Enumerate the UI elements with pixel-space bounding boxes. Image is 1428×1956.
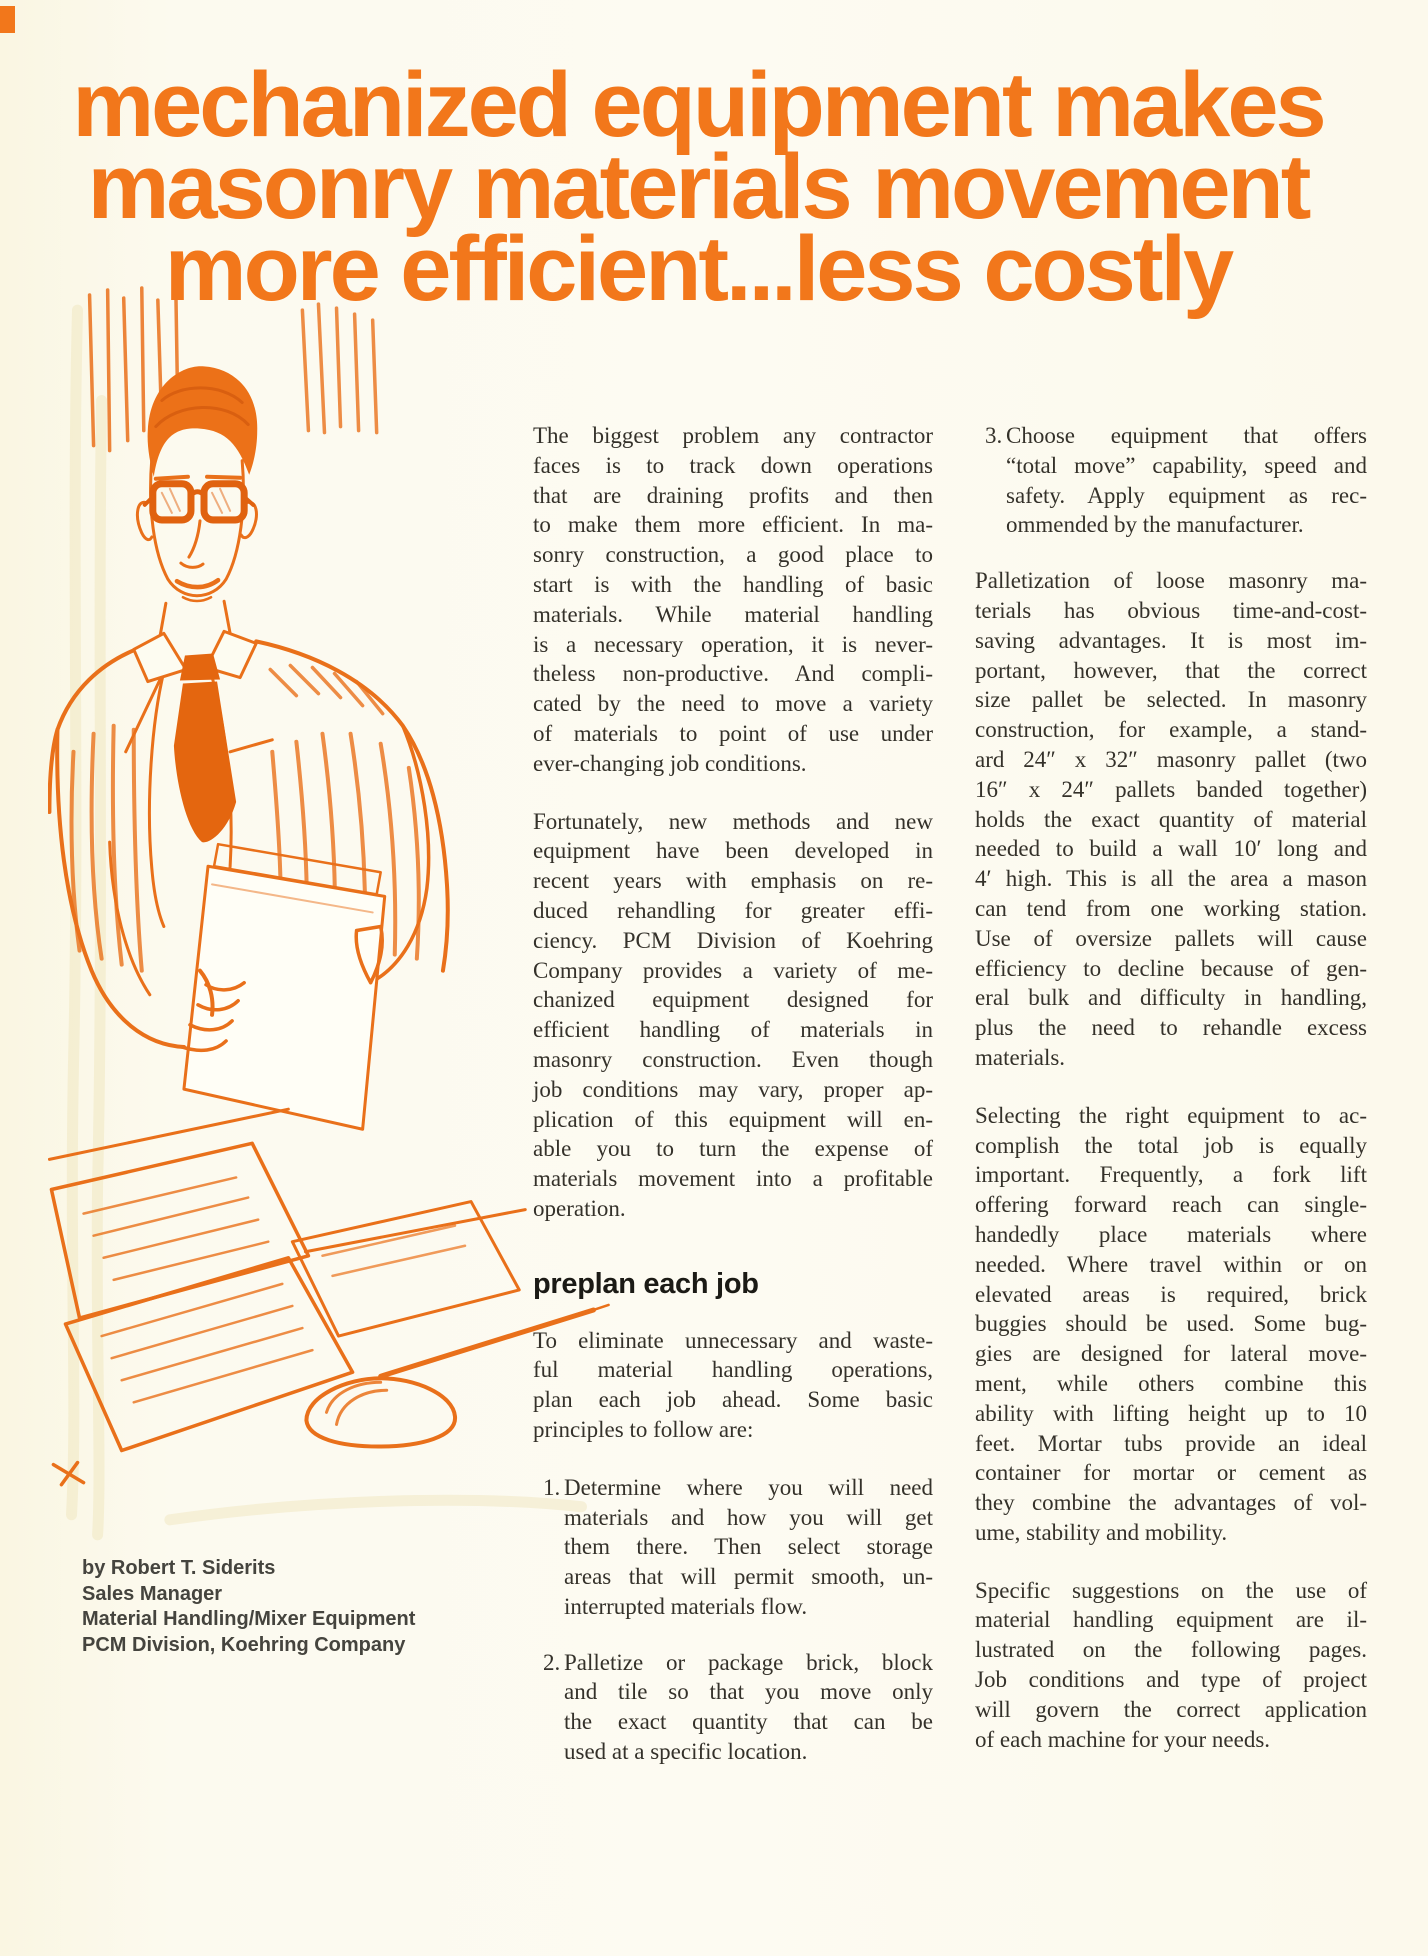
text-line: plus the need to rehandle excess: [975, 1015, 1367, 1041]
text-line: that are draining profits and then: [533, 482, 933, 508]
text-line: construction, for example, a stand-: [975, 717, 1367, 743]
text-line: materials. While material handling: [533, 601, 933, 627]
text-line: recent years with emphasis on re-: [533, 868, 933, 894]
text-line: To eliminate unnecessary and waste-: [533, 1327, 933, 1353]
byline-department: Material Handling/Mixer Equipment: [82, 1608, 416, 1630]
text-line: operation.: [533, 1195, 626, 1221]
text-line: 4′ high. This is all the area a mason: [975, 866, 1367, 892]
man-at-desk-sketch-illustration: [48, 280, 613, 1575]
text-line: ommended by the manufacturer.: [1006, 512, 1304, 538]
text-line: 16″ x 24″ pallets banded together): [975, 776, 1367, 802]
text-line: and tile so that you move only: [564, 1679, 933, 1705]
text-line: theless non-productive. And compli-: [533, 661, 933, 687]
tie: [174, 653, 236, 842]
text-line: container for mortar or cement as: [975, 1460, 1367, 1486]
headline-line-3: more efficient...less costly: [164, 218, 1232, 320]
text-line: “total move” capability, speed and: [1006, 452, 1367, 478]
text-column-2: [975, 421, 1367, 1782]
text-line: Job conditions and type of project: [975, 1667, 1367, 1693]
text-line: efficient handling of materials in: [533, 1017, 933, 1043]
text-line: handedly place materials where: [975, 1221, 1367, 1247]
text-line: gies are designed for lateral move-: [975, 1341, 1367, 1367]
list-marker: 1.: [543, 1474, 561, 1500]
text-line: eral bulk and difficulty in handling,: [975, 985, 1367, 1011]
headline-line-2: masonry materials movement: [87, 136, 1309, 238]
text-line: Choose equipment that offers: [1006, 423, 1367, 448]
text-line: plan each job ahead. Some basic: [533, 1387, 933, 1413]
text-line: ume, stability and mobility.: [975, 1519, 1228, 1545]
byline-title: Sales Manager: [82, 1582, 223, 1605]
text-line: elevated areas is required, brick: [975, 1281, 1367, 1307]
text-line: safety. Apply equipment as rec-: [1006, 482, 1367, 508]
text-line: interrupted materials flow.: [564, 1593, 808, 1619]
paragraph: [533, 421, 933, 779]
text-line: sonry construction, a good place to: [533, 542, 933, 568]
paragraph: [975, 1101, 1367, 1548]
text-line: lustrated on the following pages.: [975, 1637, 1367, 1663]
text-line: faces is to track down operations: [533, 452, 933, 478]
text-line: Palletization of loose masonry ma-: [975, 568, 1367, 594]
text-line: job conditions may vary, proper ap-: [533, 1076, 933, 1102]
numbered-item: [533, 1473, 933, 1622]
text-line: Determine where you will need: [564, 1474, 933, 1500]
text-line: cated by the need to move a variety: [533, 691, 933, 717]
byline: [82, 1556, 415, 1658]
text-line: Use of oversize pallets will cause: [975, 925, 1367, 951]
paragraph: [975, 1576, 1367, 1755]
text-line: materials and how you will get: [564, 1504, 933, 1530]
glasses: [145, 484, 253, 520]
text-line: holds the exact quantity of material: [975, 806, 1367, 832]
text-line: able you to turn the expense of: [533, 1136, 933, 1162]
text-line: chanized equipment designed for: [533, 987, 933, 1013]
text-line: is a necessary operation, it is never-: [533, 631, 933, 657]
text-line: Selecting the right equipment to ac-: [975, 1102, 1367, 1128]
sketch-svg: [48, 280, 613, 1575]
text-line: can tend from one working station.: [975, 895, 1367, 921]
text-line: portant, however, that the correct: [975, 657, 1367, 683]
byline-company: PCM Division, Koehring Company: [82, 1633, 406, 1656]
paragraph: [533, 1326, 933, 1445]
text-line: ability with lifting height up to 10: [975, 1400, 1367, 1426]
numbered-item: [533, 1648, 933, 1767]
text-line: offering forward reach can single-: [975, 1192, 1367, 1218]
text-line: materials movement into a profitable: [533, 1166, 933, 1192]
sketch-strokes: [49, 288, 608, 1485]
text-line: buggies should be used. Some bug-: [975, 1311, 1367, 1337]
text-line: Fortunately, new methods and new: [533, 808, 933, 834]
numbered-item: [975, 421, 1367, 540]
paragraph: [533, 807, 933, 1224]
text-line: of each machine for your needs.: [975, 1726, 1271, 1752]
text-line: duced rehandling for greater effi-: [533, 897, 933, 923]
text-line: materials.: [975, 1044, 1066, 1070]
text-line: Company provides a variety of me-: [533, 957, 933, 983]
pen-stand: [306, 1378, 455, 1446]
desk-paper-3: [292, 1202, 519, 1337]
text-line: Specific suggestions on the use of: [975, 1577, 1367, 1603]
text-line: ever-changing job conditions.: [533, 750, 807, 776]
text-line: ment, while others combine this: [975, 1370, 1367, 1396]
paragraph: [975, 566, 1367, 1073]
text-line: needed. Where travel within or on: [975, 1251, 1367, 1277]
text-line: they combine the advantages of vol-: [975, 1490, 1367, 1516]
text-line: ful material handling operations,: [533, 1357, 933, 1383]
text-line: of materials to point of use under: [533, 720, 933, 746]
text-line: start is with the handling of basic: [533, 571, 933, 597]
text-line: them there. Then select storage: [564, 1534, 933, 1560]
text-line: Palletize or package brick, block: [564, 1649, 933, 1675]
text-line: equipment have been developed in: [533, 838, 933, 864]
text-line: The biggest problem any contractor: [533, 423, 933, 448]
text-line: efficiency to decline because of gen-: [975, 955, 1367, 981]
text-line: needed to build a wall 10′ long and: [975, 836, 1367, 862]
text-line: terials has obvious time-and-cost-: [975, 597, 1367, 623]
text-line: areas that will permit smooth, un-: [564, 1564, 933, 1590]
text-line: principles to follow are:: [533, 1416, 754, 1442]
text-line: the exact quantity that can be: [564, 1709, 933, 1735]
page-corner-mark: [0, 6, 15, 33]
text-line: material handling equipment are il-: [975, 1607, 1367, 1633]
text-line: size pallet be selected. In masonry: [975, 687, 1367, 713]
byline-author: by Robert T. Siderits: [82, 1557, 276, 1579]
list-marker: 2.: [543, 1649, 561, 1675]
text-line: masonry construction. Even though: [533, 1046, 933, 1072]
text-line: complish the total job is equally: [975, 1132, 1367, 1158]
text-line: ciency. PCM Division of Koehring: [533, 927, 933, 953]
section-subheading: preplan each job: [533, 1267, 759, 1300]
text-line: to make them more efficient. In ma-: [533, 512, 933, 538]
text-line: ard 24″ x 32″ masonry pallet (two: [975, 746, 1367, 772]
article-headline: [0, 54, 1396, 320]
text-line: feet. Mortar tubs provide an ideal: [975, 1430, 1367, 1456]
text-line: used at a specific location.: [564, 1739, 808, 1765]
text-line: plication of this equipment will en-: [533, 1106, 933, 1132]
headline-line-1: mechanized equipment makes: [72, 54, 1324, 156]
text-column-1: [533, 421, 933, 1793]
text-line: important. Frequently, a fork lift: [975, 1162, 1367, 1188]
text-line: saving advantages. It is most im-: [975, 627, 1367, 653]
text-line: will govern the correct application: [975, 1696, 1367, 1722]
list-marker: 3.: [985, 423, 1003, 448]
